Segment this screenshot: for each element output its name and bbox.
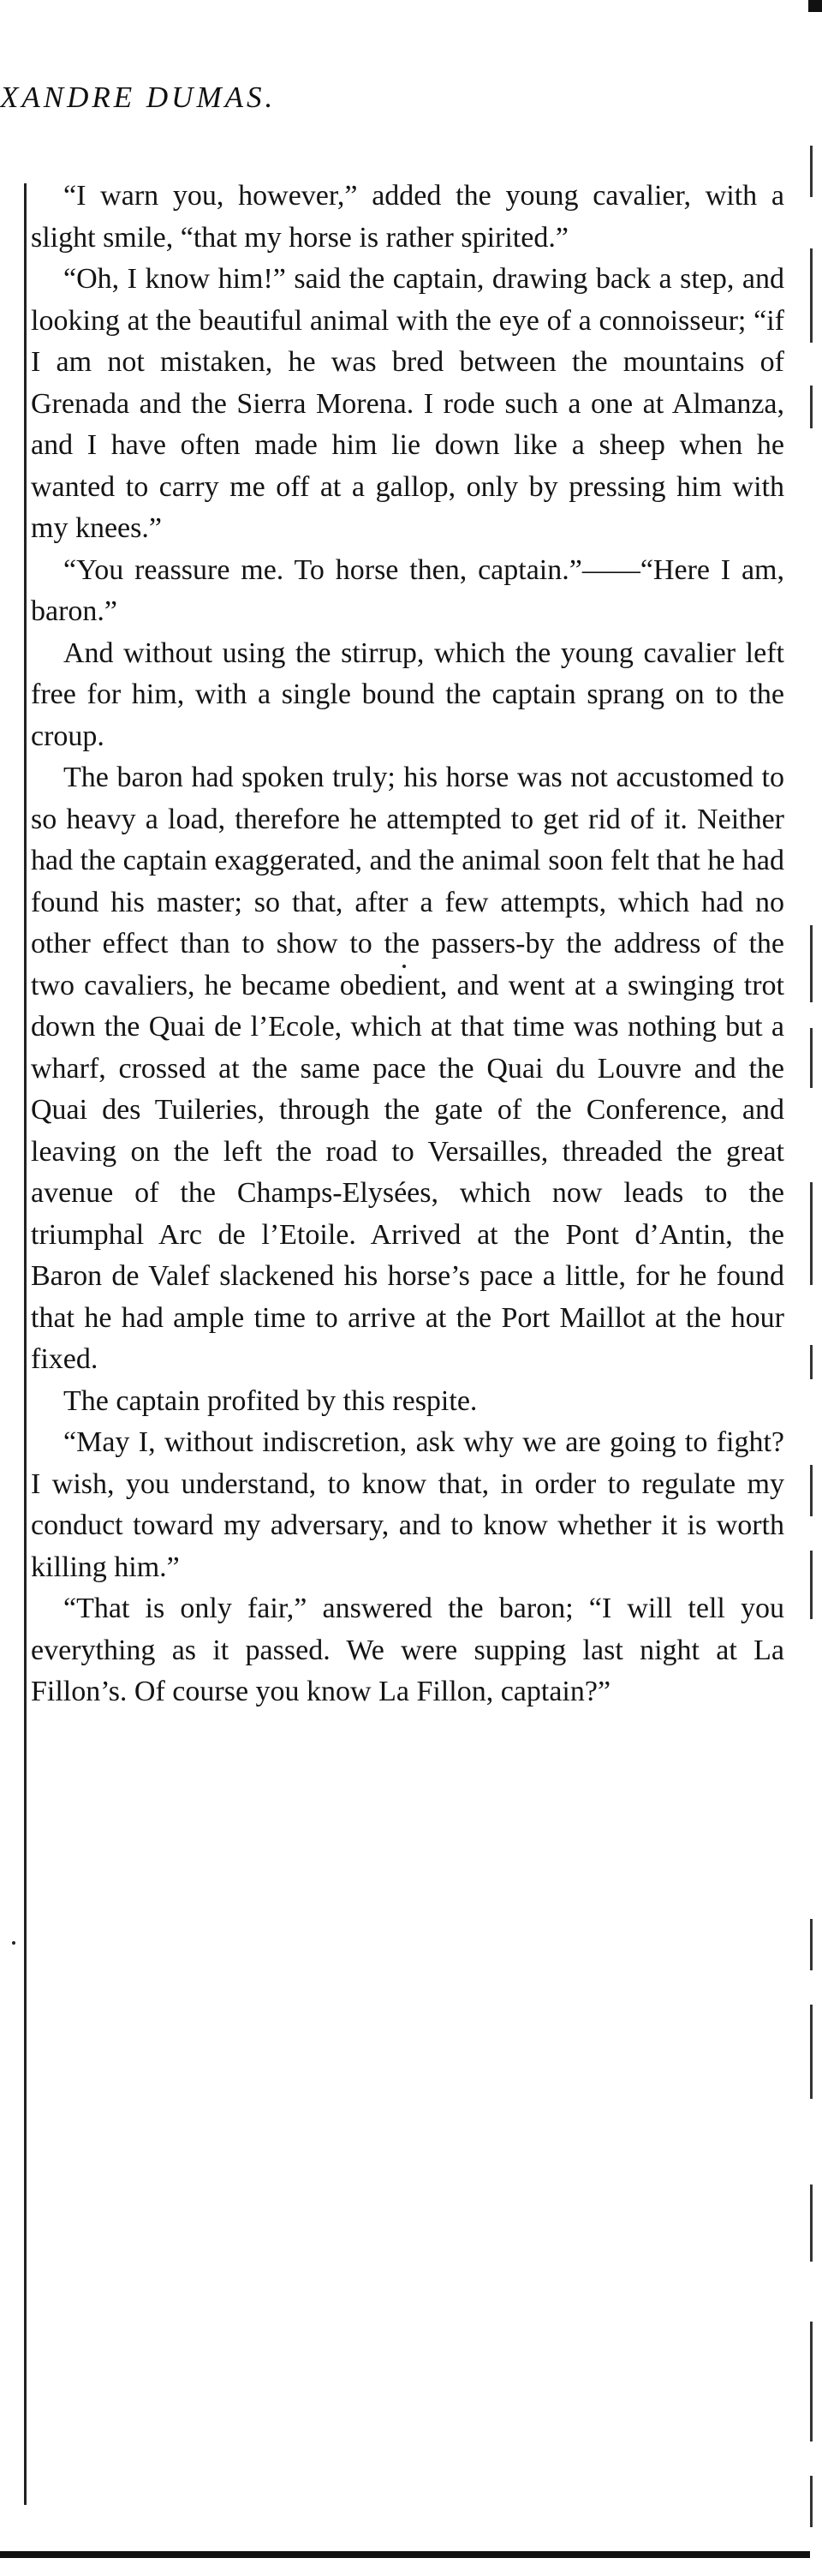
paragraph: “That is only fair,” answered the baron; “I will tell you everything as it passed. We were supping last night at La Fillon’s. Of course you know La Fillon, captain?”: [31, 1593, 784, 1707]
paragraph: The captain profited by this respite.: [63, 1384, 478, 1417]
paragraph: “You reassure me. To horse then, captain.”——“Here I am, baron.”: [31, 553, 784, 627]
paragraph: The baron had spoken truly; his horse was not accustomed to so heavy a load, therefore he attempted to get rid of it. Neither had the captain exaggerated, and the animal soon felt that he had found his master; so that, after a few attempts, which had no other effect than to show to the passers-by the address of the two cavaliers, he became obedient, and went at a swinging trot down the Quai de l’Ecole, which at that time was nothing but a wharf, crossed at the same pace the Quai du Louvre and the Quai des Tuileries, through the gate of the Conference, and leaving on the left the road to Versailles, threaded the great avenue of the Champs-Elysées, which now leads to the triumphal Arc de l’Etoile. Arrived at the Pont d’Antin, the Baron de Valef slackened his horse’s pace a little, for he found that he had ample time to arrive at the Port Maillot at the hour fixed.: [31, 762, 784, 1375]
paragraph: “I warn you, however,” added the young cavalier, with a slight smile, “that my horse is rather spirited.”: [31, 180, 784, 254]
column-rule: [24, 183, 27, 2505]
page-bottom-rule: [0, 2551, 810, 2558]
running-header: XANDRE DUMAS.: [0, 81, 277, 114]
paragraph: And without using the stirrup, which the young cavalier left free for him, with a single bound the captain sprang on to the croup.: [31, 637, 784, 752]
page-corner-mark: [808, 0, 822, 12]
print-speck: [12, 1941, 15, 1945]
adjacent-column-edge: [810, 129, 822, 2527]
print-speck: [402, 965, 406, 968]
paragraph: “May I, without indiscretion, ask why we are going to fight? I wish, you understand, to know that, in order to regulate my conduct toward my adversary, and to know whether it is worth killing him.”: [31, 1426, 784, 1583]
paragraph: “Oh, I know him!” said the captain, drawing back a step, and looking at the beautiful animal with the eye of a connoisseur; “if I am not mistaken, he was bred between the mountains of Grenada and the Sierra Morena. I rode such a one at Almanza, and I have often made him lie down like a sheep when he wanted to carry me off at a gallop, only by pressing him with my knees.”: [31, 263, 784, 544]
article-body: [31, 176, 784, 1713]
